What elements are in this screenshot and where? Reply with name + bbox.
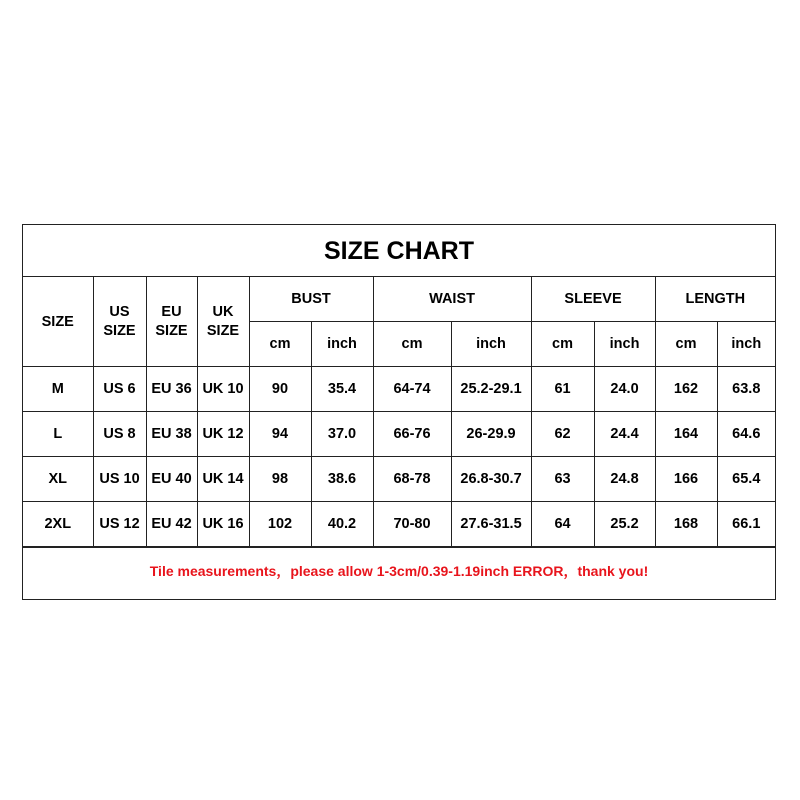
- size-table: [23, 277, 775, 547]
- table-cell: 24.8: [594, 457, 655, 502]
- table-cell: 24.0: [594, 367, 655, 412]
- header-length: LENGTH: [655, 277, 775, 322]
- header-row-groups: [23, 277, 775, 322]
- table-cell: 27.6-31.5: [451, 502, 531, 547]
- unit-cell: cm: [655, 322, 717, 367]
- table-cell: 63.8: [717, 367, 775, 412]
- table-cell: 40.2: [311, 502, 373, 547]
- table-cell: UK 14: [197, 457, 249, 502]
- table-cell: 102: [249, 502, 311, 547]
- table-cell: M: [23, 367, 93, 412]
- header-waist: WAIST: [373, 277, 531, 322]
- table-cell: EU 38: [146, 412, 197, 457]
- table-cell: US 10: [93, 457, 146, 502]
- table-cell: 61: [531, 367, 594, 412]
- table-cell: 24.4: [594, 412, 655, 457]
- table-cell: 64-74: [373, 367, 451, 412]
- size-chart: [22, 224, 776, 600]
- table-cell: EU 36: [146, 367, 197, 412]
- table-cell: 26.8-30.7: [451, 457, 531, 502]
- table-cell: 166: [655, 457, 717, 502]
- table-cell: XL: [23, 457, 93, 502]
- table-cell: 63: [531, 457, 594, 502]
- unit-cell: cm: [373, 322, 451, 367]
- header-uk-size: UK SIZE: [197, 277, 249, 367]
- table-cell: EU 42: [146, 502, 197, 547]
- table-cell: 98: [249, 457, 311, 502]
- unit-cell: inch: [451, 322, 531, 367]
- table-cell: UK 12: [197, 412, 249, 457]
- header-bust: BUST: [249, 277, 373, 322]
- measurement-note: Tile measurements，please allow 1-3cm/0.39-1.19inch ERROR，thank you!: [23, 547, 775, 593]
- unit-cell: cm: [249, 322, 311, 367]
- table-cell: 94: [249, 412, 311, 457]
- table-cell: 70-80: [373, 502, 451, 547]
- table-cell: 64.6: [717, 412, 775, 457]
- table-cell: 68-78: [373, 457, 451, 502]
- table-cell: 168: [655, 502, 717, 547]
- table-cell: 66-76: [373, 412, 451, 457]
- table-cell: 38.6: [311, 457, 373, 502]
- table-cell: 35.4: [311, 367, 373, 412]
- table-cell: 62: [531, 412, 594, 457]
- table-cell: 162: [655, 367, 717, 412]
- table-cell: 164: [655, 412, 717, 457]
- table-row: [23, 412, 775, 457]
- table-row: [23, 367, 775, 412]
- unit-cell: cm: [531, 322, 594, 367]
- unit-cell: inch: [717, 322, 775, 367]
- table-cell: US 8: [93, 412, 146, 457]
- table-cell: L: [23, 412, 93, 457]
- unit-cell: inch: [594, 322, 655, 367]
- table-cell: 26-29.9: [451, 412, 531, 457]
- table-cell: US 12: [93, 502, 146, 547]
- table-cell: EU 40: [146, 457, 197, 502]
- table-cell: UK 16: [197, 502, 249, 547]
- table-cell: 64: [531, 502, 594, 547]
- table-cell: 25.2-29.1: [451, 367, 531, 412]
- unit-cell: inch: [311, 322, 373, 367]
- table-cell: UK 10: [197, 367, 249, 412]
- table-cell: 37.0: [311, 412, 373, 457]
- header-us-size: US SIZE: [93, 277, 146, 367]
- table-cell: 66.1: [717, 502, 775, 547]
- chart-title: SIZE CHART: [23, 225, 775, 277]
- table-cell: 2XL: [23, 502, 93, 547]
- table-row: [23, 502, 775, 547]
- table-cell: 90: [249, 367, 311, 412]
- header-sleeve: SLEEVE: [531, 277, 655, 322]
- table-cell: 25.2: [594, 502, 655, 547]
- header-eu-size: EU SIZE: [146, 277, 197, 367]
- table-cell: US 6: [93, 367, 146, 412]
- header-size: SIZE: [23, 277, 93, 367]
- table-cell: 65.4: [717, 457, 775, 502]
- table-row: [23, 457, 775, 502]
